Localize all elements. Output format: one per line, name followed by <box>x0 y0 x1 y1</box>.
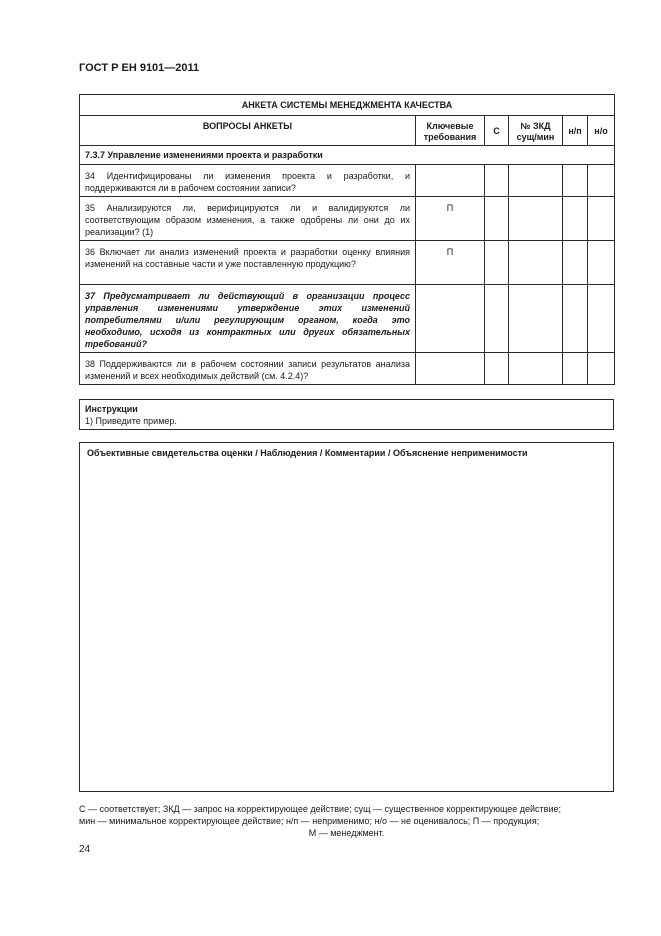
cell-no <box>588 241 615 285</box>
question-text: 35 Анализируются ли, верифицируются ли и валидируются ли соответствующим образом изменения, а также одобрены ли они до их реализации? (1) <box>80 197 416 241</box>
legend-line-3: М — менеджмент. <box>308 828 385 838</box>
key-requirement: П <box>416 241 485 285</box>
document-header: ГОСТ Р ЕН 9101—2011 <box>79 62 200 74</box>
table-row <box>80 165 615 197</box>
evidence-title: Объективные свидетельства оценки / Наблюдения / Комментарии / Объяснение неприменимости <box>87 448 528 458</box>
cell-np <box>563 165 588 197</box>
key-requirement <box>416 165 485 197</box>
legend <box>79 803 614 839</box>
cell-c <box>485 197 509 241</box>
cell-c <box>485 285 509 353</box>
cell-c <box>485 241 509 285</box>
page-number: 24 <box>79 844 91 855</box>
table-row <box>80 353 615 385</box>
cell-no <box>588 353 615 385</box>
col-questions: ВОПРОСЫ АНКЕТЫ <box>80 116 416 146</box>
cell-np <box>563 197 588 241</box>
cell-no <box>588 165 615 197</box>
cell-np <box>563 241 588 285</box>
col-c: С <box>485 116 509 146</box>
table-row <box>80 197 615 241</box>
col-zkd: № ЗКД сущ/мин <box>509 116 563 146</box>
key-requirement <box>416 353 485 385</box>
table-title: АНКЕТА СИСТЕМЫ МЕНЕДЖМЕНТА КАЧЕСТВА <box>80 95 615 116</box>
key-requirement: П <box>416 197 485 241</box>
column-headers <box>80 116 615 146</box>
instructions-box <box>79 399 614 430</box>
cell-zkd <box>509 197 563 241</box>
table-row <box>80 241 615 285</box>
cell-np <box>563 353 588 385</box>
cell-np <box>563 285 588 353</box>
question-text: 38 Поддерживаются ли в рабочем состоянии записи результатов анализа изменений и всех необходимых действий (см. 4.2.4)? <box>80 353 416 385</box>
cell-no <box>588 197 615 241</box>
questionnaire-table <box>79 94 615 385</box>
cell-zkd <box>509 353 563 385</box>
cell-zkd <box>509 285 563 353</box>
cell-c <box>485 165 509 197</box>
legend-line-2: мин — минимальное корректирующее действие; н/п — неприменимо; н/о — не оценивалось; П — продукция; <box>79 816 540 826</box>
col-np: н/п <box>563 116 588 146</box>
key-requirement <box>416 285 485 353</box>
evidence-box[interactable] <box>79 442 614 792</box>
cell-zkd <box>509 165 563 197</box>
question-text: 36 Включает ли анализ изменений проекта и разработки оценку влияния изменений на составные части и уже поставленную продукцию? <box>80 241 416 285</box>
cell-c <box>485 353 509 385</box>
cell-zkd <box>509 241 563 285</box>
col-no: н/о <box>588 116 615 146</box>
col-key-requirements: Ключевые требования <box>416 116 485 146</box>
question-text: 34 Идентифицированы ли изменения проекта и разработки, и поддерживаются ли в рабочем состоянии записи? <box>80 165 416 197</box>
table-row <box>80 285 615 353</box>
legend-line-1: С — соответствует; ЗКД — запрос на корректирующее действие; сущ — существенное корректирующее действие; <box>79 804 561 814</box>
cell-no <box>588 285 615 353</box>
instructions-item: 1) Приведите пример. <box>85 416 177 426</box>
section-heading: 7.3.7 Управление изменениями проекта и разработки <box>80 146 615 165</box>
question-text: 37 Предусматривает ли действующий в организации процесс управления изменениями утверждение этих изменений потребителями и/или регулирующим органом, когда это необходимо, исходя из контрактных или других обязательных требований? <box>80 285 416 353</box>
instructions-title: Инструкции <box>85 404 138 414</box>
